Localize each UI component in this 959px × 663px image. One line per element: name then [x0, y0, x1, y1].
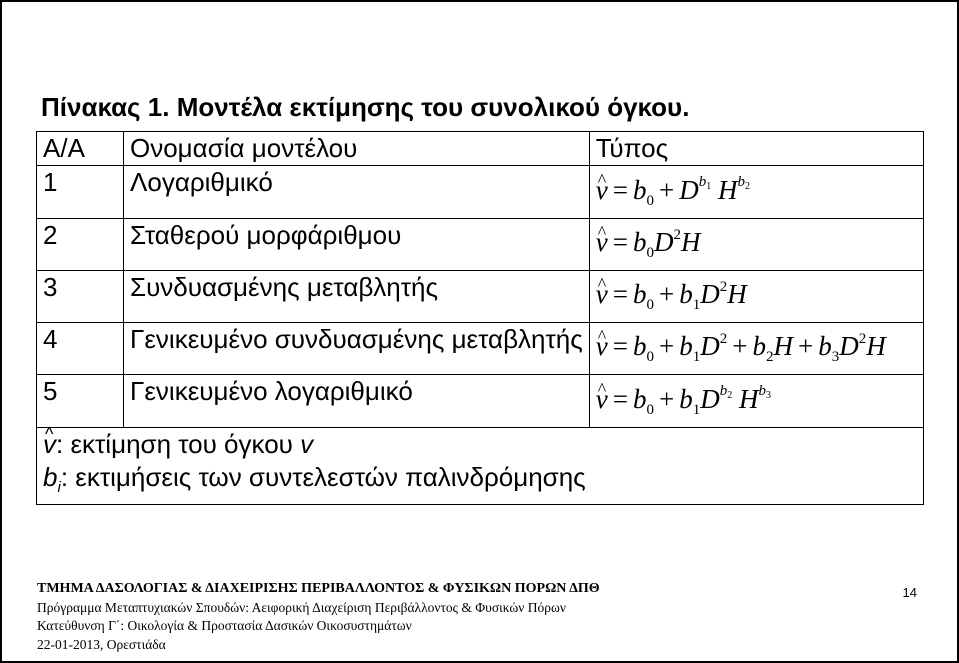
footer-date-place: 22-01-2013, Ορεστιάδα [37, 636, 166, 652]
row-model-name: Λογαριθμικό [124, 166, 590, 219]
table-title: Πίνακας 1. Μοντέλα εκτίμησης του συνολικού όγκου. [41, 92, 690, 122]
row-number: 5 [37, 375, 124, 428]
header-aa: Α/Α [37, 132, 124, 166]
table-header-row [37, 132, 924, 166]
v-hat: ^ v [596, 174, 608, 207]
footer [37, 580, 600, 654]
footer-track: Κατεύθυνση Γ΄: Οικολογία & Προστασία Δασικών Οικοσυστημάτων [37, 618, 412, 633]
row-model-name: Συνδυασμένης μεταβλητής [124, 271, 590, 323]
row-model-name: Γενικευμένο λογαριθμικό [124, 375, 590, 428]
table-row [37, 375, 924, 428]
formula-2: ^ $v = b_0D^2H$ [589, 219, 923, 271]
header-formula: Τύπος [589, 132, 923, 166]
formula-5: ^ $v = b_0 + b_1D^{b_2}$ $H^{b_3}$ [589, 375, 923, 428]
row-number: 4 [37, 323, 124, 375]
page-number: 14 [902, 585, 917, 600]
table-row [37, 166, 924, 219]
table-row [37, 323, 924, 375]
table-row [37, 271, 924, 323]
row-model-name: Σταθερού μορφάριθμου [124, 219, 590, 271]
legend-row [37, 428, 924, 505]
row-model-name: Γενικευμένο συνδυασμένης μεταβλητής [124, 323, 590, 375]
legend-b: $b_i$: εκτιμήσεις των συντελεστών παλινδρόμησης [43, 462, 586, 496]
footer-department: ΤΜΗΜΑ ΔΑΣΟΛΟΓΙΑΣ & ΔΙΑΧΕΙΡΙΣΗΣ ΠΕΡΙΒΑΛΛΟΝΤΟΣ & ΦΥΣΙΚΩΝ ΠΟΡΩΝ ΔΠΘ [37, 581, 600, 596]
row-number: 1 [37, 166, 124, 219]
table-row [37, 219, 924, 271]
formula-4: ^ $v = b_0 + b_1D^2 + b_2H + b_3D^2H$ [589, 323, 923, 375]
header-model-name: Ονομασία μοντέλου [124, 132, 590, 166]
formula-1: ^ $v = b_0 + D^{b_1}$ $H^{b_2}$ [589, 166, 923, 219]
footer-program: Πρόγραμμα Μεταπτυχιακών Σπουδών: Αειφορική Διαχείριση Περιβάλλοντος & Φυσικών Πόρων [37, 599, 567, 615]
row-number: 2 [37, 219, 124, 271]
row-number: 3 [37, 271, 124, 323]
legend [37, 428, 924, 505]
models-table [36, 131, 924, 505]
formula-3: ^ $v = b_0 + b_1D^2H$ [589, 271, 923, 323]
legend-v: ^ v: εκτίμηση του όγκου v [43, 428, 917, 461]
